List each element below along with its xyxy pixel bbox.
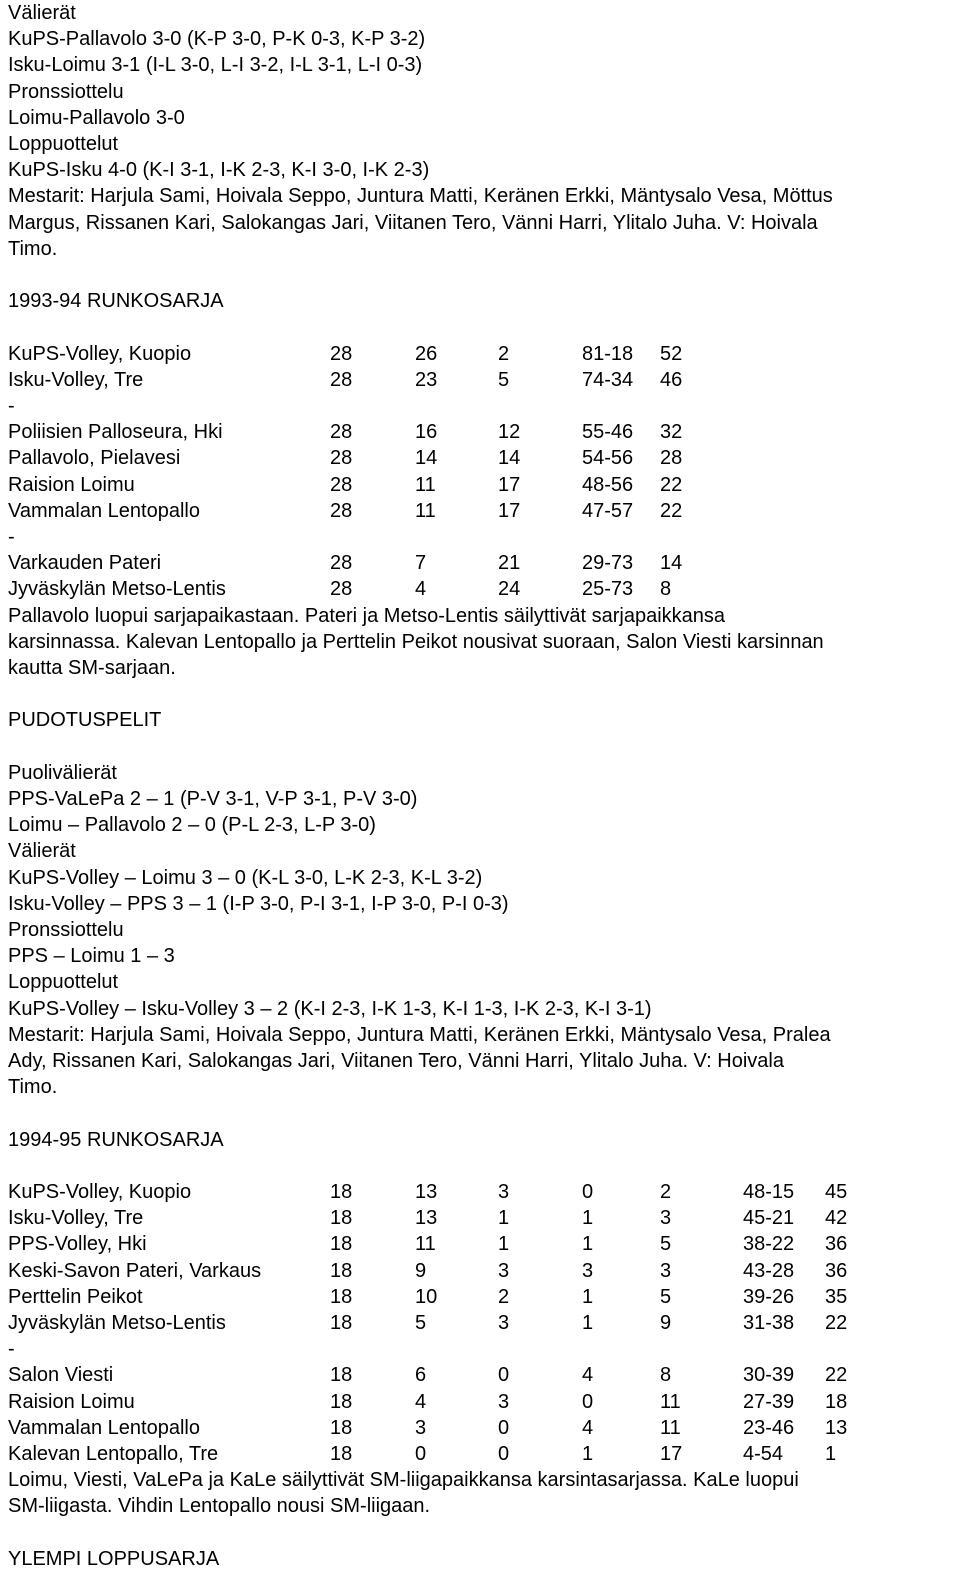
stat-cell: 47-57 bbox=[582, 499, 634, 522]
table-row bbox=[8, 1179, 948, 1205]
team-name: Salon Viesti bbox=[8, 1364, 114, 1387]
stat-cell: 7 bbox=[415, 552, 427, 575]
stat-cell: 4 bbox=[415, 1390, 427, 1413]
stat-cell: 36 bbox=[825, 1259, 848, 1282]
stat-cell: 38-22 bbox=[743, 1233, 795, 1256]
text-line: Loimu-Pallavolo 3-0 bbox=[8, 106, 185, 129]
stat-cell: 18 bbox=[330, 1285, 353, 1308]
stat-cell: 81-18 bbox=[582, 342, 634, 365]
team-name: Isku-Volley, Tre bbox=[8, 1207, 144, 1230]
stat-cell: 4-54 bbox=[743, 1443, 784, 1465]
text-line: Välierät bbox=[8, 2, 76, 24]
stat-cell: 18 bbox=[330, 1364, 353, 1387]
stat-cell: 21 bbox=[498, 552, 521, 575]
text-line: KuPS-Volley – Loimu 3 – 0 (K-L 3-0, L-K 2-3, K-L 3-2) bbox=[8, 866, 483, 889]
table-row bbox=[8, 472, 948, 498]
stat-cell: 4 bbox=[415, 578, 427, 601]
stat-cell: 18 bbox=[330, 1312, 353, 1334]
stat-cell: 28 bbox=[330, 578, 353, 601]
stat-cell: 11 bbox=[415, 1233, 436, 1256]
team-name: KuPS-Volley, Kuopio bbox=[8, 1181, 192, 1203]
team-name: Poliisien Palloseura, Hki bbox=[8, 421, 223, 444]
stat-cell: 17 bbox=[498, 499, 521, 522]
stat-cell: 22 bbox=[660, 473, 683, 496]
stat-cell: 0 bbox=[582, 1390, 594, 1413]
stat-cell: 17 bbox=[660, 1443, 683, 1465]
team-name: Raision Loimu bbox=[8, 473, 135, 496]
stat-cell: 31-38 bbox=[743, 1312, 795, 1334]
text-line: Pronssiottelu bbox=[8, 919, 124, 941]
stat-cell: 52 bbox=[660, 342, 683, 365]
text-line: PPS-VaLePa 2 – 1 (P-V 3-1, V-P 3-1, P-V 3-0) bbox=[8, 788, 418, 810]
stat-cell: 26 bbox=[415, 342, 438, 365]
stat-cell: 18 bbox=[330, 1181, 353, 1203]
stat-cell: 1 bbox=[582, 1443, 594, 1465]
stat-cell: 1 bbox=[498, 1233, 510, 1256]
table-row bbox=[8, 1441, 948, 1467]
stat-cell: 32 bbox=[660, 421, 683, 444]
stat-cell: 55-46 bbox=[582, 421, 634, 444]
team-name: Isku-Volley, Tre bbox=[8, 368, 144, 391]
table-row bbox=[8, 419, 948, 445]
text-line: Timo. bbox=[8, 1076, 58, 1099]
table-row bbox=[8, 1205, 948, 1231]
note-line: karsinnassa. Kalevan Lentopallo ja Perttelin Peikot nousivat suoraan, Salon Viesti karsinnan bbox=[8, 630, 824, 653]
stat-cell: 22 bbox=[825, 1364, 848, 1387]
stat-cell: 3 bbox=[415, 1416, 427, 1439]
section-heading: YLEMPI LOPPUSARJA bbox=[8, 1547, 220, 1570]
stat-cell: 43-28 bbox=[743, 1259, 795, 1282]
stat-cell: 3 bbox=[498, 1259, 510, 1282]
stat-cell: 10 bbox=[415, 1285, 438, 1308]
stat-cell: 17 bbox=[498, 473, 521, 496]
stat-cell: 3 bbox=[498, 1181, 510, 1203]
stat-cell: 48-15 bbox=[743, 1181, 795, 1203]
stat-cell: 13 bbox=[415, 1207, 438, 1230]
team-name: PPS-Volley, Hki bbox=[8, 1233, 147, 1256]
separator-row bbox=[8, 524, 948, 550]
stat-cell: 11 bbox=[660, 1390, 681, 1413]
stat-cell: 28 bbox=[330, 552, 353, 575]
stat-cell: 14 bbox=[660, 552, 683, 575]
team-name: Jyväskylän Metso-Lentis bbox=[8, 578, 226, 601]
stat-cell: 18 bbox=[330, 1390, 353, 1413]
stat-cell: 27-39 bbox=[743, 1390, 795, 1413]
stat-cell: 29-73 bbox=[582, 552, 634, 575]
team-name: - bbox=[8, 1338, 15, 1361]
stat-cell: 46 bbox=[660, 368, 683, 391]
section-heading: PUDOTUSPELIT bbox=[8, 709, 162, 732]
team-name: Vammalan Lentopallo bbox=[8, 499, 200, 522]
team-name: Pallavolo, Pielavesi bbox=[8, 447, 181, 470]
team-name: - bbox=[8, 395, 15, 417]
team-name: Varkauden Pateri bbox=[8, 552, 162, 575]
note-line: Loimu, Viesti, VaLePa ja KaLe säilyttivät SM-liigapaikkansa karsintasarjassa. KaLe luopui bbox=[8, 1469, 799, 1492]
text-line: PPS – Loimu 1 – 3 bbox=[8, 945, 175, 968]
note-line: Pallavolo luopui sarjapaikastaan. Pateri ja Metso-Lentis säilyttivät sarjapaikkansa bbox=[8, 604, 726, 627]
stat-cell: 22 bbox=[825, 1312, 848, 1334]
stat-cell: 74-34 bbox=[582, 368, 634, 391]
text-line: Isku-Volley – PPS 3 – 1 (I-P 3-0, P-I 3-1, I-P 3-0, P-I 0-3) bbox=[8, 892, 509, 915]
text-line: Ady, Rissanen Kari, Salokangas Jari, Viitanen Tero, Vänni Harri, Ylitalo Juha. V: Hoivala bbox=[8, 1050, 784, 1072]
stat-cell: 13 bbox=[825, 1416, 848, 1439]
stat-cell: 14 bbox=[498, 447, 521, 470]
section-heading: 1993-94 RUNKOSARJA bbox=[8, 290, 224, 313]
stat-cell: 11 bbox=[415, 499, 436, 522]
team-name: - bbox=[8, 526, 15, 548]
stat-cell: 28 bbox=[330, 421, 353, 444]
stat-cell: 18 bbox=[330, 1443, 353, 1465]
stat-cell: 4 bbox=[582, 1364, 594, 1387]
stat-cell: 13 bbox=[415, 1181, 438, 1203]
stat-cell: 2 bbox=[498, 342, 510, 365]
table-row bbox=[8, 1258, 948, 1284]
stat-cell: 3 bbox=[660, 1207, 672, 1230]
stat-cell: 25-73 bbox=[582, 578, 634, 601]
table-row bbox=[8, 1389, 948, 1415]
table-row bbox=[8, 1284, 948, 1310]
stat-cell: 6 bbox=[415, 1364, 427, 1387]
stat-cell: 1 bbox=[825, 1443, 837, 1465]
stat-cell: 22 bbox=[660, 499, 683, 522]
stat-cell: 2 bbox=[498, 1285, 510, 1308]
stat-cell: 1 bbox=[582, 1285, 594, 1308]
stat-cell: 28 bbox=[330, 499, 353, 522]
stat-cell: 9 bbox=[415, 1259, 427, 1282]
stat-cell: 3 bbox=[582, 1259, 594, 1282]
table-row bbox=[8, 1415, 948, 1441]
table-row bbox=[8, 1231, 948, 1257]
text-line: Puolivälierät bbox=[8, 761, 117, 784]
stat-cell: 8 bbox=[660, 578, 672, 601]
stat-cell: 16 bbox=[415, 421, 438, 444]
table-row bbox=[8, 367, 948, 393]
team-name: Perttelin Peikot bbox=[8, 1285, 143, 1308]
table-row bbox=[8, 1362, 948, 1388]
stat-cell: 23-46 bbox=[743, 1416, 795, 1439]
text-line: Margus, Rissanen Kari, Salokangas Jari, Viitanen Tero, Vänni Harri, Ylitalo Juha. V: Hoivala bbox=[8, 211, 818, 234]
table-row bbox=[8, 445, 948, 471]
stat-cell: 54-56 bbox=[582, 447, 634, 470]
note-line: kautta SM-sarjaan. bbox=[8, 657, 176, 679]
stat-cell: 5 bbox=[660, 1233, 672, 1256]
stat-cell: 3 bbox=[498, 1312, 510, 1334]
stat-cell: 4 bbox=[582, 1416, 594, 1439]
stat-cell: 18 bbox=[330, 1259, 353, 1282]
stat-cell: 1 bbox=[582, 1312, 594, 1334]
table-row bbox=[8, 550, 948, 576]
stat-cell: 28 bbox=[330, 342, 353, 365]
stat-cell: 12 bbox=[498, 421, 521, 444]
text-line: Loppuottelut bbox=[8, 971, 119, 994]
team-name: Raision Loimu bbox=[8, 1390, 135, 1413]
stat-cell: 14 bbox=[415, 447, 438, 470]
stat-cell: 11 bbox=[415, 473, 436, 496]
stat-cell: 45-21 bbox=[743, 1207, 795, 1230]
stat-cell: 3 bbox=[660, 1259, 672, 1282]
stat-cell: 28 bbox=[330, 368, 353, 391]
table-row bbox=[8, 576, 948, 602]
text-line: Mestarit: Harjula Sami, Hoivala Seppo, Juntura Matti, Keränen Erkki, Mäntysalo Vesa, Pralea bbox=[8, 1023, 831, 1046]
stat-cell: 18 bbox=[330, 1416, 353, 1439]
stat-cell: 8 bbox=[660, 1364, 672, 1387]
text-line: Isku-Loimu 3-1 (I-L 3-0, L-I 3-2, I-L 3-1, L-I 0-3) bbox=[8, 54, 423, 77]
stat-cell: 35 bbox=[825, 1285, 848, 1308]
stat-cell: 45 bbox=[825, 1181, 848, 1203]
team-name: KuPS-Volley, Kuopio bbox=[8, 342, 192, 365]
stat-cell: 23 bbox=[415, 368, 438, 391]
stat-cell: 39-26 bbox=[743, 1285, 795, 1308]
stat-cell: 11 bbox=[660, 1416, 681, 1439]
stat-cell: 18 bbox=[825, 1390, 848, 1413]
table-row bbox=[8, 498, 948, 524]
stat-cell: 42 bbox=[825, 1207, 848, 1230]
stat-cell: 18 bbox=[330, 1233, 353, 1256]
stat-cell: 28 bbox=[660, 447, 683, 470]
text-line: Pronssiottelu bbox=[8, 80, 124, 103]
team-name: Kalevan Lentopallo, Tre bbox=[8, 1443, 219, 1465]
stat-cell: 1 bbox=[582, 1233, 594, 1256]
stat-cell: 48-56 bbox=[582, 473, 634, 496]
stat-cell: 1 bbox=[582, 1207, 594, 1230]
stat-cell: 1 bbox=[498, 1207, 510, 1230]
team-name: Vammalan Lentopallo bbox=[8, 1416, 200, 1439]
text-line: Loppuottelut bbox=[8, 133, 119, 155]
text-line: Välierät bbox=[8, 840, 76, 863]
stat-cell: 24 bbox=[498, 578, 521, 601]
stat-cell: 3 bbox=[498, 1390, 510, 1413]
stat-cell: 5 bbox=[498, 368, 510, 391]
stat-cell: 0 bbox=[582, 1181, 594, 1203]
stat-cell: 0 bbox=[415, 1443, 427, 1465]
team-name: Jyväskylän Metso-Lentis bbox=[8, 1312, 226, 1334]
stat-cell: 0 bbox=[498, 1416, 510, 1439]
separator-row bbox=[8, 393, 948, 419]
stat-cell: 9 bbox=[660, 1312, 672, 1334]
table-row bbox=[8, 341, 948, 367]
text-line: Loimu – Pallavolo 2 – 0 (P-L 2-3, L-P 3-0) bbox=[8, 814, 376, 837]
note-line: SM-liigasta. Vihdin Lentopallo nousi SM-liigaan. bbox=[8, 1495, 431, 1518]
stat-cell: 18 bbox=[330, 1207, 353, 1230]
text-line: KuPS-Isku 4-0 (K-I 3-1, I-K 2-3, K-I 3-0, I-K 2-3) bbox=[8, 159, 430, 182]
text-line: KuPS-Volley – Isku-Volley 3 – 2 (K-I 2-3, I-K 1-3, K-I 1-3, I-K 2-3, K-I 3-1) bbox=[8, 997, 652, 1020]
stat-cell: 2 bbox=[660, 1181, 672, 1203]
stat-cell: 28 bbox=[330, 473, 353, 496]
stat-cell: 30-39 bbox=[743, 1364, 795, 1387]
table-row bbox=[8, 1310, 948, 1336]
stat-cell: 28 bbox=[330, 447, 353, 470]
text-line: Timo. bbox=[8, 237, 58, 260]
text-line: Mestarit: Harjula Sami, Hoivala Seppo, Juntura Matti, Keränen Erkki, Mäntysalo Vesa, Möttus bbox=[8, 185, 833, 208]
stat-cell: 5 bbox=[415, 1312, 427, 1334]
section-heading: 1994-95 RUNKOSARJA bbox=[8, 1128, 224, 1151]
stat-cell: 0 bbox=[498, 1443, 510, 1465]
stat-cell: 0 bbox=[498, 1364, 510, 1387]
team-name: Keski-Savon Pateri, Varkaus bbox=[8, 1259, 262, 1282]
stat-cell: 36 bbox=[825, 1233, 848, 1256]
separator-row bbox=[8, 1336, 948, 1362]
stat-cell: 5 bbox=[660, 1285, 672, 1308]
text-line: KuPS-Pallavolo 3-0 (K-P 3-0, P-K 0-3, K-P 3-2) bbox=[8, 28, 426, 51]
